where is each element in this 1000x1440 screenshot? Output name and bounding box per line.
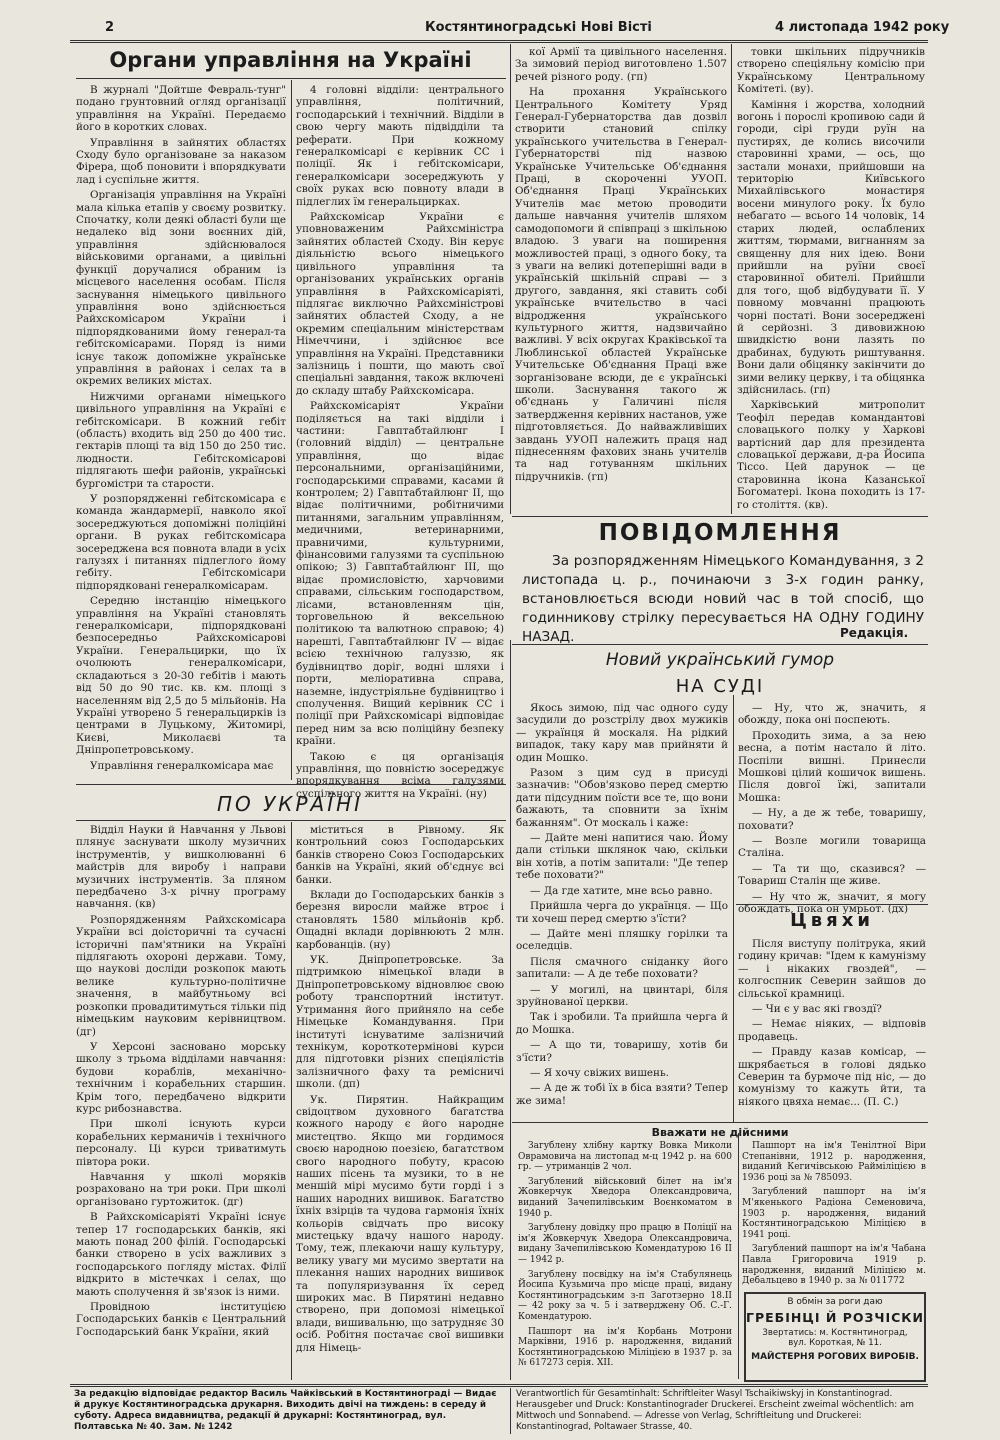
humor-paragraph: — Я хочу свіжих вишень.: [530, 1066, 669, 1079]
news-item: При школі існують курси корабельних керманичів і технічного персоналу. Ці курси триватимуть півтора роки.: [76, 1118, 286, 1168]
news-column-4: [737, 46, 925, 514]
humor-paragraph: — Ну, а де ж тебе, товаришу, поховати?: [738, 807, 926, 832]
humor-paragraph: — Ну что ж, значит, я могу обождать, пока он умрьот. (дх): [738, 890, 926, 916]
news-item: Розпорядженням Райхскомісара України всі доісторичні та сучасні історичні пам'ятники на Україні підлягають охороні держави. Тому, що наукові досліди розкопок мають велике культурно-політичне значення, в майбутньому всі розкопки провадитимуться тільки під німецьким науковим керівництвом. (дг): [76, 913, 286, 1038]
humor-paragraph: Проходить зима, а за нею весна, а потім настало й літо. Поспіли вишні. Принесли Мошкові цілий кошичок вишень. Після довгої їжі, запитали Мошка:: [738, 729, 926, 804]
column-rule: [510, 44, 511, 514]
humor-column-2: [738, 702, 926, 916]
news-column-2: [296, 824, 504, 1380]
column-rule: [291, 80, 292, 780]
article-paragraph: В журналі "Дойтше Февраль-тунг" подано грунтовний огляд організації управління на Україні. Передаємо його в коротких словах.: [76, 84, 286, 134]
announcement-signature: Редакція.: [840, 626, 909, 640]
news-item: міститься в Рівному. Як контрольний союз Господарських банків створено Союз Господарських банків на Україні, який об'єднує всі банки.: [296, 824, 504, 886]
news-item: У Херсоні засновано морську школу з трьома відділами навчання: будови кораблів, механічно-технічним і корабельних старшин. Крім того, передбачено відкрити курс рибознавства.: [76, 1040, 286, 1115]
news-item: Каміння і жорства, холодний вогонь і порослі кропивою сади й городи, сірі груди руїн на пустирях, де колись височили старовинні храми, — ось, що застали монахи, прийшовши на територію Київського Михайлівського монастиря восени минулого року. Їх було небагато — всього 14 чоловік, 14 старих людей, ослаблених життям, тюрмами, вигнанням за священну для них ідею. Вони прийшли на руїни своєї старовинної обителі. Прийшли для того, щоб відбудувати її. У повному мовчанні працюють чорні постаті. Вони зосереджені й серйозні. З дивовижною швидкістю вони лазять по драбинах, будують риштування. Вони дали обіцянку закінчити до зими велику церкву, і та обіцянка здійснилась. (гп): [737, 98, 925, 396]
notice-item: Загублений пашпорт на ім'я Чабана Павла Григоровича 1919 р. народження, виданий Міліцією м. Дебальцево в 1940 р. за № 011772: [742, 1244, 926, 1287]
humor-paragraph: — Возле могили товарища Сталіна.: [738, 835, 926, 860]
tsvyakhy-body: [738, 938, 926, 1118]
article-paragraph: 4 головні відділи: центрального управління, політичний, господарський і технічний. Відділи в свою чергу мають підвідділи та реферати. При кожному генералкомісарі є керівник СС і поліції. Як і гебітскомісари, генералкомісари зосереджують у своїх руках всю повноту влади в підлеглих їм генеральцирках.: [296, 84, 504, 208]
notice-item: Загублену хлібну картку Вовка Миколи Оврамовича на листопад м-ц 1942 р. на 600 гр. — утриманців 2 чол.: [518, 1141, 732, 1173]
section-rule: [512, 1122, 928, 1123]
notice-item: Загублену посвідку на ім'я Стабулянець Йосипа Кузьмича про місце праці, видану Костянтиноградським з-п Заготзерно 18.II — 42 року за ч. 5 і затверджену Об. С.-Г. Комендатурою.: [518, 1269, 732, 1322]
article-column-2: [296, 84, 504, 800]
humor-paragraph: — А що ти, товаришу, хотів би з'їсти?: [516, 1039, 728, 1064]
humor-title: НА СУДІ: [675, 676, 765, 697]
newspaper-name: Костянтиноградські Нові Вісті: [425, 20, 652, 35]
article-paragraph: У розпорядженні гебітскомісара є команда жандармерії, навколо якої зосереджуються допоміжні поліційні органи. В руках гебітскомісара зосереджена вся повнота влади в усіх галузях і питаннях підлеглого йому гебіту. Гебітскомісари підпорядковані генералкомісарам.: [76, 493, 286, 592]
article-paragraph: Райхскомісар України є уповноваженим Райхсміністра зайнятих областей Сходу. Він керує діяльністю всього німецького цивільного управління та організованих українських органів управління в Райхскомісаріяті, підлягає виключно Райхсміністрові зайнятих областей Сходу, а не окремим спеціальним міністерствам Німеччини, і здійснює все управління на Україні. Представники залізниць і пошти, що мають свої спеціальні завдання, також включені до складу штабу Райхскомісара.: [296, 211, 504, 397]
footer-divider: [510, 1388, 511, 1434]
ad-intro: В обмін за роги даю: [787, 1297, 883, 1307]
section-rule: [512, 644, 928, 645]
section-title: ПО УКРАЇНІ: [216, 792, 364, 816]
ad-address: Звертатись: м. Костянтиноград, вул. Короткая, № 11.: [762, 1328, 908, 1348]
column-rule: [733, 695, 734, 1123]
column-rule: [291, 822, 292, 1380]
article-paragraph: Такою є ця організація управління, що повністю зосереджує впорядкування всіма галузями суспільного життя на Україні. (ну): [296, 750, 504, 800]
humor-paragraph: — Дайте мені пляшку горілки та оселедців.: [516, 927, 728, 953]
humor-paragraph: — Ну, что ж, значить, я обожду, пока оні поспеють.: [738, 702, 926, 727]
column-rule: [510, 640, 511, 1380]
column-rule: [731, 44, 732, 514]
footer-imprint-de: Verantwortlich für Gesamtinhalt: Schriftleiter Wasyl Tschaikiwskyj in Konstantinograd. Herausgeber und Druck: Konstantinograder Druckerei. Erscheint zweimal wöchentlich: am Mittwoch und Sonnabend. — Adresse von Verlag, Schriftleitung und Druckerei: Konstantinograd, Poltawaer Strasse, 40.: [516, 1389, 914, 1432]
notice-item: Загублений військовий білет на ім'я Жовкерчук Хведора Олександровича, виданий Зачепилівським Воєнкоматом в 1940 р.: [518, 1176, 732, 1219]
news-item: Відділ Науки й Навчання у Львові плянує заснувати школу музичних інструментів, у вишколюванні 6 майстрів для виробу і направи музичних інструментів. За пляном передбачено 3-х річну програму навчання. (кв): [76, 824, 286, 911]
tsvyakhy-paragraph: Після виступу політрука, який годину кричав: "Ідем к камунізму — і нікаких гвоздей", — колгоспник Северин зайшов до сільської крамниці.: [738, 938, 926, 1000]
announcement-text: За розпорядженням Німецького Командування, з 2 листопада ц. р., починаючи з 3-х годин ранку, встановлюється всюди новий час в той спосіб, що годинникову стрілку пересувається НА ОДНУ ГОДИНУ НАЗАД.: [522, 553, 924, 645]
humor-paragraph: Прийшла черга до українця. — Що ти хочеш перед смертю з'їсти?: [516, 900, 728, 925]
news-item: Вклади до Господарських банків з березня виросли майже втроє і становлять 1580 мільйонів крб. Ощадні вклади дорівнюють 2 млн. карбованців. (ну): [296, 889, 504, 951]
invalid-docs-column-1: [518, 1141, 732, 1381]
humor-paragraph: Так і зробили. Та прийшла черга й до Мошка.: [516, 1011, 728, 1036]
article-paragraph: Нижчими органами німецького цивільного управління на Україні є гебітскомісари. В кожний гебіт (область) входить від 250 до 400 тис. гектарів площі та від 150 до 250 тис. людности. Гебітскомісарові підлягають шефи районів, українські бургомістри та старости.: [76, 390, 286, 490]
ad-workshop: МАЙСТЕРНЯ РОГОВИХ ВИРОБІВ.: [751, 1352, 919, 1362]
news-item: Харківський митрополит Теофіл передав командантові словацького полку у Харкові вартісний дар для президента словацької держави, д-ра Йосипа Тіссо. Цей дарунок — це старовинна ікона Казанської Богоматері. Ікона походить із 17-го століття. (кв).: [737, 399, 925, 511]
humor-paragraph: — А де ж тобі їх в біса взяти? Тепер же зима!: [516, 1082, 728, 1107]
column-rule: [738, 1133, 739, 1379]
article-title: Органи управління на Україні: [109, 48, 472, 72]
humor-paragraph: — Та ти що, сказився? — Товариш Сталін ще живе.: [738, 862, 926, 888]
article-paragraph: Середню інстанцію німецького управління на Україні становлять генералкомісари, підпорядковані безпосередньо Райхскомісарові України. Генеральцирки, що їх очолюють генералкомісари, складаються з 20-30 гебітів і мають від 50 до 90 тис. кв. км. площі з населенням від 2,5 до 5 мільйонів. На Україні утворено 5 генеральцирків із центрами в Луцькому, Житомирі, Києві, Миколаєві та Дніпропетровському.: [76, 595, 286, 757]
ad-title: ГРЕБІНЦІ Й РОЗЧІСКИ: [746, 1310, 924, 1325]
title-rule: [76, 78, 506, 79]
footer-rule: [70, 1384, 928, 1387]
humor-paragraph: — У могилі, на цвинтарі, біля зруйнованої церкви.: [516, 983, 728, 1008]
tsvyakhy-paragraph: — Немає ніяких, — відповів продавець.: [738, 1018, 926, 1043]
tsvyakhy-paragraph: — Правду казав комісар, — шкрябається в голові дядько Северин та бурмоче під ніс, — до комунізму то кажуть йти, та ніякого цвяха немає... (П. С.): [738, 1046, 926, 1108]
news-item: В Райхскомісаріяті Україні існує тепер 17 господарських банків, які мають понад 200 філій. Господарські банки створено в усіх важливих з господарського погляду містах. Філії відкрито в містечках і селах, що мають сполучення й зв'язок із ними.: [76, 1211, 286, 1298]
invalid-docs-title: Вважати не дійсними: [651, 1126, 789, 1139]
humor-kicker: Новий український гумор: [605, 650, 835, 670]
announcement-title: ПОВІДОМЛЕННЯ: [598, 520, 842, 546]
section-rule: [76, 820, 506, 821]
article-column-1: [76, 84, 286, 780]
humor-paragraph: — Дайте мені напитися чаю. Йому дали стільки шклянок чаю, скільки він хотів, а потім запитали: "Де тепер тебе поховати?": [516, 832, 728, 882]
humor-paragraph: Після смачного сніданку його запитали: — А де тебе поховати?: [516, 955, 728, 981]
news-item: На прохання Українського Центрального Комітету Уряд Генерал-Губернаторства дав дозвіл створити становий спілку українського учительства в Генерал-Губернаторстві під назвою Українське Учительське Об'єднання Праці, в скороченні УУОП. Об'єднання Праці Українських Учителів має метою проводити дальше навчання учителів шляхом самодопомоги й співпраці з шкільною владою. З уваги на поширення можливостей праці, з одного боку, та з уваги на великі дотеперішні вади в українській шкільній справі — з другого, завдання, які ставить собі українське вчительство в часі відродження українського культурного життя, надзвичайно важливі. У всіх округах Краківської та Люблинської областей Українське Учительське Об'єднання Праці вже зорганізоване всюди, де є українські школи. Заснування такого ж об'єднань у Галичині після затвердження керівних настанов, уже підготовляється. До найважливіших завдань УУОП належить праця над піднесенням фахових знань учителів та над готуванням шкільних підручників. (гп): [515, 86, 727, 483]
section-rule: [736, 904, 928, 905]
news-column-1: [76, 824, 286, 1380]
news-column-3: [515, 46, 727, 514]
advertisement-box: [744, 1292, 926, 1382]
article-paragraph: Управління в зайнятих областях Сходу було організоване за наказом Фірера, щоб поновити і впорядкувати лад і суспільне життя.: [76, 136, 286, 186]
tsvyakhy-paragraph: — Чи є у вас які гвоздї?: [752, 1003, 882, 1016]
notice-item: Пашпорт на ім'я Корбань Мотрони Марківни, 1916 р. народження, виданий Костянтиноградською Міліцією в 1937 р. за № 617273 серія. XII.: [518, 1326, 732, 1369]
section-rule: [76, 784, 506, 785]
article-paragraph: Організація управління на Україні мала кілька етапів у своєму розвитку. Спочатку, коли деякі області були ще недалеко від зони воєнних дій, управління здійснювалося військовими органами, а цивільні функції доручалися обраним із місцевого населення особам. Після заснування німецького цивільного управління воно здійснюється Райхскомісаром України і підпорядкованими йому генерал-та гебітскомісарами. Поряд із ними існує також допоміжне українське управління в районах і селах та в окремих великих містах.: [76, 189, 286, 388]
article-paragraph: Райхскомісаріят України поділяється на такі відділи і частини: Гавптабтайлюнг I (головний відділ) — центральне управління, що відає персональними, організаційними, господарськими справами, касами й контролем; 2) Гавптабтайлюнг II, що відає політичними, робітничими питаннями, загальним управлінням, медичними, ветеринарними, правничими, культурними, фінансовими галузями та суспільною опікою; 3) Гавптабтайлюнг III, що відає промисловістю, харчовими справами, сільським господарством, лісами, встановленням цін, торговельною й вексельною політикою та валютною справою; 4) нарешті, Гавптабтайлюнг IV — відає всією технічною галуззю, як будівництво доріг, водні шляхи і порти, меліоративна справа, наземне, індустріяльне будівництво і сполучення. Вищий керівник СС і поліції при Райхскомісарі відповідає перед ним за всю поліційну безпеку країни.: [296, 400, 504, 748]
humor-paragraph: Якось зимою, під час одного суду засудили до розстрілу двох мужиків — українця й москаля. На рідкий випадок, таку кару мав прийняти й один Мошко.: [516, 702, 728, 764]
footer-imprint-ua: За редакцію відповідає редактор Василь Чайківський в Костянтинограді — Видає й друкує Костянтиноградська друкарня. Виходить двічі на тиждень: в середу й суботу. Адреса видавництва, редакції й друкарні: Костянтиноград, вул. Полтавська № 40. Зам. № 1242: [74, 1389, 497, 1432]
section-rule: [512, 516, 928, 517]
issue-date: 4 листопада 1942 року: [775, 20, 950, 35]
notice-item: Загублений пашпорт на ім'я М'якенького Радіона Семеновича, 1903 р. народження, виданий Костянтиноградською Міліцією в 1941 році.: [742, 1187, 926, 1240]
notice-item: Загублену довідку про працю в Поліції на ім'я Жовкерчук Хведора Олександровича, видану Зачепилівською Комендатурою 16 II — 1942 р.: [518, 1223, 732, 1265]
masthead-rule: [70, 40, 928, 43]
notice-item: Пашпорт на ім'я Тенілтної Віри Степанівни, 1912 р. народження, виданий Кегичівською Райміліцією в 1936 році за № 785093.: [742, 1141, 926, 1183]
humor-paragraph: Разом з цим суд в присуді зазначив: "Обов'язково перед смертю дати підсудним поїсти все те, що вони бажають, та сповнити за їхнім бажанням". От москаль і каже:: [516, 767, 728, 829]
invalid-docs-column-2: [742, 1141, 926, 1291]
news-item: Навчання у школі моряків розраховано на три роки. При школі організовано гуртожиток. (дг): [76, 1170, 286, 1208]
news-item: Провідною інституцією Господарських банків є Центральний Господарський банк України, який: [76, 1301, 286, 1338]
page-number: 2: [105, 20, 115, 35]
humor-paragraph: — Да где хатите, мне всьо равно.: [530, 884, 713, 897]
news-item: товки шкільних підручників створено спеціяльну комісію при Українському Центральному Комітеті. (ву).: [737, 46, 925, 96]
tsvyakhy-title: Цвяхи: [790, 910, 874, 931]
news-item: УК. Дніпропетровське. За підтримкою німецької влади в Дніпропетровському відновлює свою роботу транспортний інститут. Утримання його прийняло на себе Німецьке Командування. При інституті існуватиме залізничий технікум, короткотермінові курси для підготовки різних спеціялістів залізничного фаху та ремісничі школи. (дп): [296, 954, 504, 1091]
news-item: Ук. Пирятин. Найкращим свідоцтвом духовного багатства кожного народу є його народне мистецтво. Якщо ми гордимося своєю народною поезією, багатством свого народного побуту, красою наших пісень та музики, то в не меншій мірі мусимо бути горді і з наших народних вишивок. Багатство їхніх взірців та чудова гармонія їхніх кольорів свідчать про високу мистецьку вдачу нашого народу. Тому, теж, плекаючи нашу культуру, велику увагу ми мусимо звертати на плекання наших народних вишивок та популяризування їх серед широких мас. В Пирятині недавно створено, при допомозі німецької влади, вишивальню, що затрудняє 30 осіб. Робітня постачає свої вишивки для Німець-: [296, 1093, 504, 1354]
article-paragraph: Управління генералкомісара має: [90, 759, 274, 772]
news-item: кої Армії та цивільного населення. За зимовий період виготовлено 1.507 речей різного роду. (гп): [515, 46, 727, 83]
humor-column-1: [516, 702, 728, 1112]
